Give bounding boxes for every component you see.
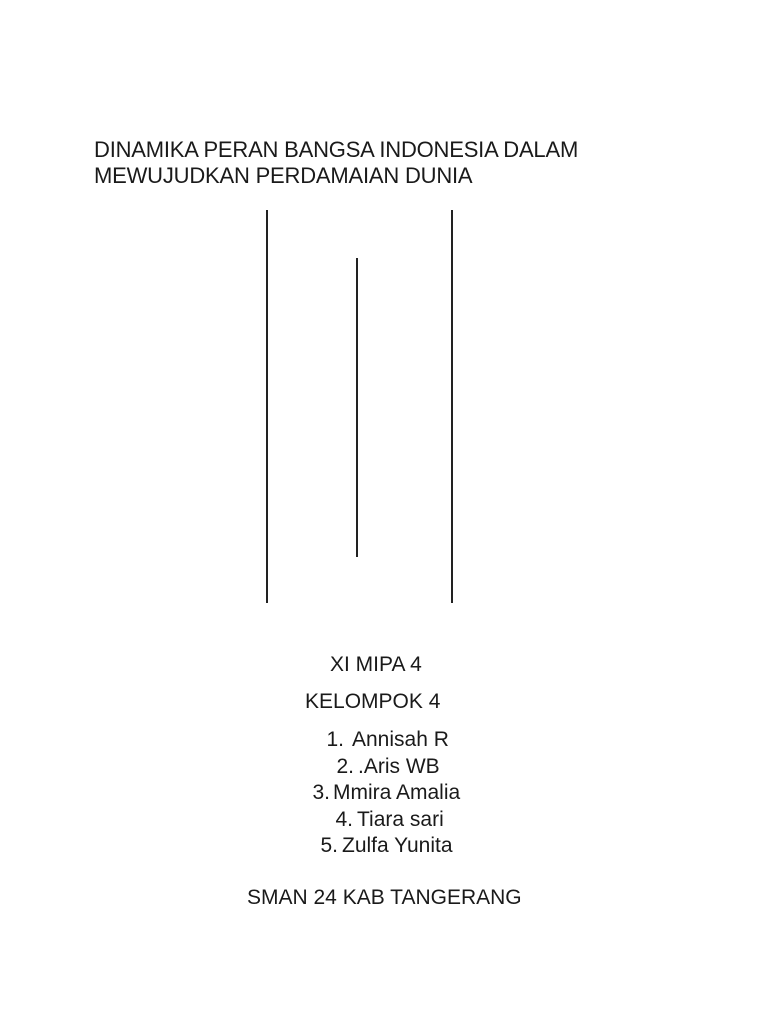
decorative-line-right [451,210,453,603]
list-item [0,834,768,861]
member-name: Annisah R [352,728,449,751]
member-name: Zulfa Yunita [342,834,453,857]
member-name: .Aris WB [358,754,440,778]
list-item [0,755,768,782]
school-name: SMAN 24 KAB TANGERANG [247,886,522,909]
decorative-line-middle [356,258,358,557]
list-item [0,808,768,835]
member-number: 1. [326,728,344,751]
decorative-line-left [266,210,268,603]
member-number: 5. [320,834,338,857]
class-label: XI MIPA 4 [330,653,422,676]
member-number: 2. [336,754,354,778]
group-label: KELOMPOK 4 [305,690,441,713]
member-number: 3. [312,781,330,804]
list-item [0,781,768,808]
title-line-1: DINAMIKA PERAN BANGSA INDONESIA DALAM [94,137,579,162]
document-title [94,137,578,189]
member-number: 4. [335,807,353,831]
member-name: Tiara sari [357,807,444,831]
member-list [0,728,768,861]
title-line-2: MEWUJUDKAN PERDAMAIAN DUNIA [94,163,473,188]
list-item [0,728,768,755]
member-name: Mmira Amalia [333,781,461,804]
